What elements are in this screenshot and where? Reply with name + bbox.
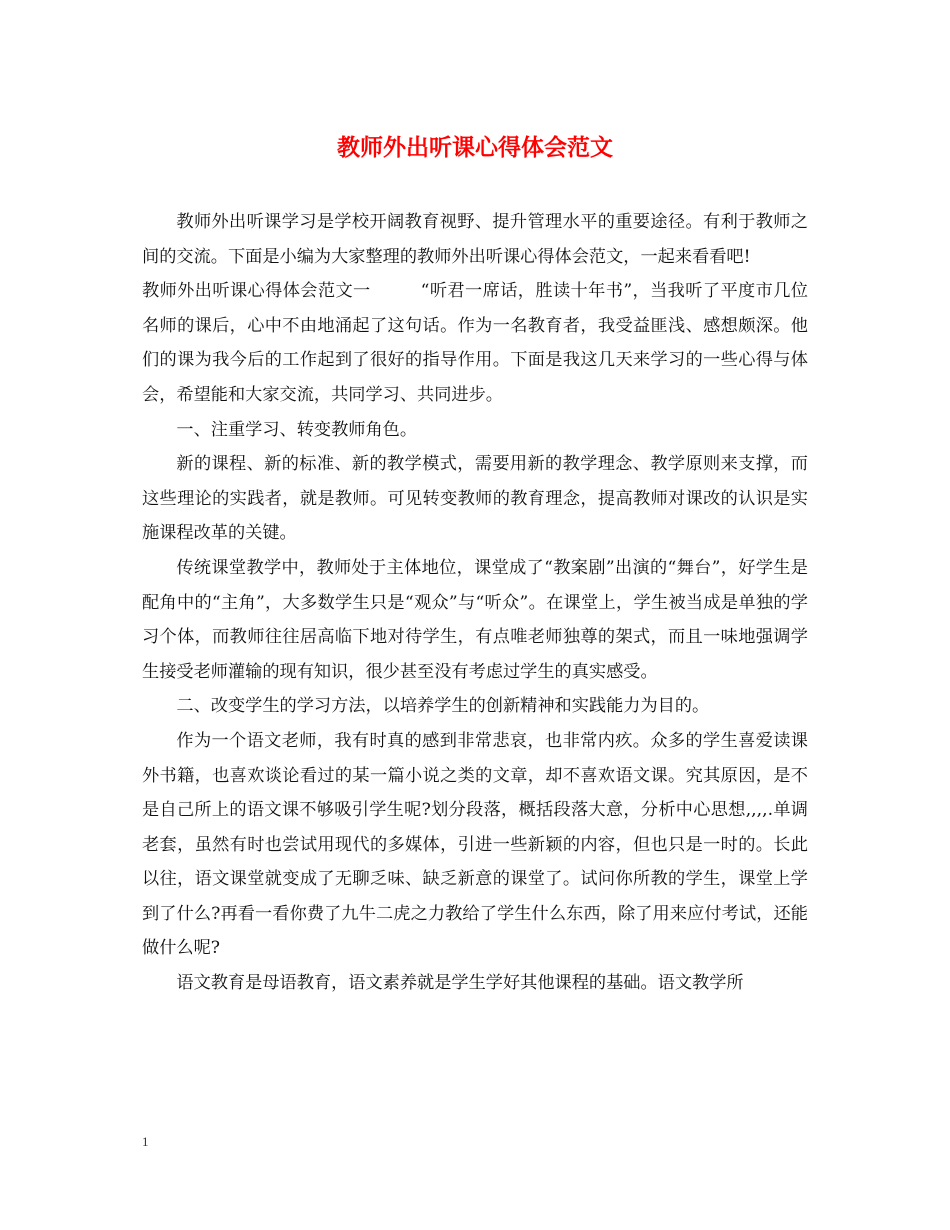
body-paragraph: 语文教育是母语教育，语文素养就是学生学好其他课程的基础。语文教学所 [176, 973, 744, 994]
section-one-text: “听君一席话，胜读十年书”，当我听了平度市几位名师的课后，心中不由地涌起了这句话。作为一名教育者，我受益匪浅、感想颇深。他们的课为我今后的工作起到了很好的指导作用。下面是我这几天来学习的一些心得与体会，希望能和大家交流，共同学习、共同进步。 [142, 281, 808, 405]
point-two-heading: 二、改变学生的学习方法，以培养学生的创新精神和实践能力为目的。 [176, 696, 710, 717]
body-paragraph: 传统课堂教学中，教师处于主体地位，课堂成了“教案剧”出演的“舞台”，好学生是配角中的“主角”，大多数学生只是“观众”与“听众”。在课堂上，学生被当成是单独的学习个体，而教师往往居高临下地对待学生，有点唯老师独尊的架式，而且一味地强调学生接受老师灌输的现有知识，很少甚至没有考虑过学生的真实感受。 [142, 557, 808, 682]
section-heading: 教师外出听课心得体会范文一 [142, 281, 371, 302]
point-one-heading: 一、注重学习、转变教师角色。 [176, 419, 418, 440]
intro-paragraph: 教师外出听课学习是学校开阔教育视野、提升管理水平的重要途径。有利于教师之间的交流。下面是小编为大家整理的教师外出听课心得体会范文，一起来看看吧! [142, 212, 808, 267]
page-number: 1 [142, 1134, 149, 1149]
body-paragraph: 新的课程、新的标准、新的教学模式，需要用新的教学理念、教学原则来支撑，而这些理论的实践者，就是教师。可见转变教师的教育理念，提高教师对课改的认识是实施课程改革的关键。 [142, 454, 808, 544]
document-body [142, 205, 808, 1001]
section-one-paragraph [142, 274, 808, 412]
body-paragraph: 作为一个语文老师，我有时真的感到非常悲哀，也非常内疚。众多的学生喜爱读课外书籍，也喜欢谈论看过的某一篇小说之类的文章，却不喜欢语文课。究其原因，是不是自己所上的语文课不够吸引学生呢?划分段落，概括段落大意，分析中心思想,,,,.单调老套，虽然有时也尝试用现代的多媒体，引进一些新颖的内容，但也只是一时的。长此以往，语文课堂就变成了无聊乏味、缺乏新意的课堂了。试问你所教的学生，课堂上学到了什么?再看一看你费了九牛二虎之力教给了学生什么东西，除了用来应付考试，还能做什么呢? [142, 730, 808, 959]
document-title: 教师外出听课心得体会范文 [337, 134, 613, 161]
